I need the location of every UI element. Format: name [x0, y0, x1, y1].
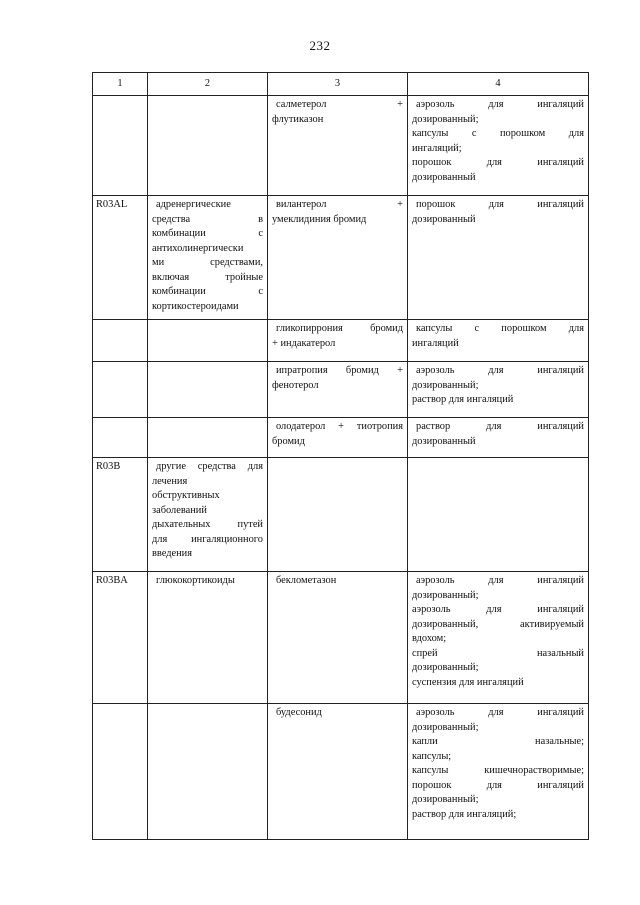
- atc-code-cell: [93, 362, 148, 418]
- active-substance-cell: [268, 96, 408, 196]
- pharmacological-group-cell: [148, 196, 268, 320]
- dosage-form-line: дозированный;: [412, 113, 479, 125]
- dosage-form-line: дозированный: [412, 171, 476, 183]
- pharmacological-group-cell: [148, 572, 268, 704]
- dosage-form-line: аэрозоль для ингаляций: [412, 604, 584, 615]
- dosage-form-line: аэрозоль для ингаляций: [416, 707, 584, 718]
- atc-code-cell: [93, 320, 148, 362]
- pharmacological-group-line: антихолинергически: [152, 242, 244, 254]
- pharmacological-group-line: дыхательных путей: [152, 519, 263, 530]
- dosage-form-line: дозированный;: [412, 379, 479, 391]
- dosage-form-line: капсулы с порошком для: [416, 323, 584, 334]
- pharmacological-group-line: комбинации с: [152, 286, 263, 297]
- dosage-form-line: капсулы с порошком для: [412, 128, 584, 139]
- pharmacological-group-line: ми средствами,: [152, 257, 263, 268]
- pharmacological-group-line: обструктивных: [152, 490, 220, 501]
- active-substance-cell: [268, 320, 408, 362]
- atc-code-cell: [93, 458, 148, 572]
- dosage-form-line: дозированный: [412, 435, 476, 447]
- pharmacological-group-line: кортикостероидами: [152, 300, 239, 312]
- pharmacological-group-line: средства в: [152, 213, 263, 225]
- table-body: [93, 96, 589, 840]
- atc-code-cell: [93, 196, 148, 320]
- active-substance-line: беклометазон: [276, 575, 337, 586]
- table-row: [93, 418, 589, 458]
- dosage-form-line: капсулы кишечнорастворимые;: [412, 765, 584, 776]
- atc-code: R03BA: [96, 575, 128, 586]
- pharmacological-group-line: заболеваний: [152, 504, 207, 516]
- pharmacological-group-cell: [148, 418, 268, 458]
- table-header-row: [93, 73, 589, 96]
- pharmacological-group-cell: [148, 458, 268, 572]
- dosage-form-line: аэрозоль для ингаляций: [416, 575, 584, 586]
- dosage-form-line: дозированный;: [412, 589, 479, 601]
- dosage-form-line: ингаляций;: [412, 142, 462, 154]
- active-substance-line: фенотерол: [272, 379, 319, 391]
- dosage-form-cell: [408, 572, 589, 704]
- pharmacological-group-cell: [148, 704, 268, 840]
- pharmacological-group-line: для ингаляционного: [152, 533, 263, 545]
- active-substance-cell: [268, 196, 408, 320]
- pharmacological-group-line: включая тройные: [152, 271, 263, 283]
- dosage-form-line: раствор для ингаляций: [416, 421, 584, 432]
- pharmacological-group-line: другие средства для: [156, 461, 263, 472]
- pharmacological-group-line: глюкокортикоиды: [156, 575, 235, 586]
- table-row: [93, 458, 589, 572]
- pharmacological-group-cell: [148, 96, 268, 196]
- atc-code-cell: [93, 704, 148, 840]
- dosage-form-cell: [408, 196, 589, 320]
- table-row: [93, 196, 589, 320]
- dosage-form-cell: [408, 96, 589, 196]
- dosage-form-line: капли назальные;: [412, 736, 584, 747]
- page-number: 232: [309, 38, 331, 53]
- dosage-form-line: спрей назальный: [412, 647, 584, 659]
- dosage-form-line: дозированный, активируемый: [412, 618, 584, 630]
- dosage-form-line: дозированный: [412, 213, 476, 225]
- pharmacological-group-cell: [148, 362, 268, 418]
- dosage-form-line: суспензия для ингаляций: [412, 676, 524, 688]
- active-substance-line: вилантерол +: [276, 199, 403, 210]
- dosage-form-line: порошок для ингаляций: [416, 199, 584, 210]
- active-substance-line: будесонид: [276, 707, 322, 718]
- pharmacological-group-line: введения: [152, 548, 193, 559]
- pharmacological-group-line: комбинации с: [152, 228, 263, 239]
- drug-classification-table: [92, 72, 589, 840]
- table-row: [93, 362, 589, 418]
- active-substance-line: бромид: [272, 435, 305, 447]
- column-header-4: 4: [408, 73, 589, 96]
- dosage-form-line: капсулы;: [412, 750, 452, 762]
- active-substance-line: умеклидиния бромид: [272, 213, 367, 225]
- table-row: [93, 320, 589, 362]
- dosage-form-line: вдохом;: [412, 633, 447, 644]
- atc-code-cell: [93, 96, 148, 196]
- atc-code-cell: [93, 418, 148, 458]
- atc-code-cell: [93, 572, 148, 704]
- active-substance-cell: [268, 572, 408, 704]
- dosage-form-line: дозированный;: [412, 662, 479, 673]
- dosage-form-line: аэрозоль для ингаляций: [416, 365, 584, 376]
- active-substance-cell: [268, 704, 408, 840]
- table-row: [93, 572, 589, 704]
- active-substance-line: ипратропия бромид +: [276, 365, 403, 376]
- dosage-form-line: ингаляций: [412, 337, 459, 349]
- column-header-3: 3: [268, 73, 408, 96]
- dosage-form-line: аэрозоль для ингаляций: [416, 99, 584, 110]
- dosage-form-line: раствор для ингаляций: [412, 394, 514, 405]
- column-header-2: 2: [148, 73, 268, 96]
- dosage-form-cell: [408, 458, 589, 572]
- pharmacological-group-cell: [148, 320, 268, 362]
- dosage-form-cell: [408, 362, 589, 418]
- column-header-1: 1: [93, 73, 148, 96]
- dosage-form-cell: [408, 320, 589, 362]
- pharmacological-group-line: адренергические: [156, 199, 231, 210]
- active-substance-line: гликопиррония бромид: [276, 323, 403, 334]
- active-substance-cell: [268, 458, 408, 572]
- dosage-form-cell: [408, 704, 589, 840]
- dosage-form-line: дозированный;: [412, 794, 479, 805]
- dosage-form-line: порошок для ингаляций: [412, 779, 584, 791]
- active-substance-cell: [268, 362, 408, 418]
- atc-code: R03B: [96, 461, 121, 472]
- dosage-form-cell: [408, 418, 589, 458]
- active-substance-line: олодатерол + тиотропия: [276, 421, 403, 432]
- atc-code: R03AL: [96, 199, 128, 210]
- active-substance-line: флутиказон: [272, 113, 324, 125]
- dosage-form-line: раствор для ингаляций;: [412, 808, 517, 820]
- table-row: [93, 96, 589, 196]
- active-substance-cell: [268, 418, 408, 458]
- dosage-form-line: порошок для ингаляций: [412, 157, 584, 168]
- pharmacological-group-line: лечения: [152, 475, 188, 487]
- dosage-form-line: дозированный;: [412, 721, 479, 733]
- table-row: [93, 704, 589, 840]
- active-substance-line: + индакатерол: [272, 337, 336, 349]
- active-substance-line: салметерол +: [276, 99, 403, 110]
